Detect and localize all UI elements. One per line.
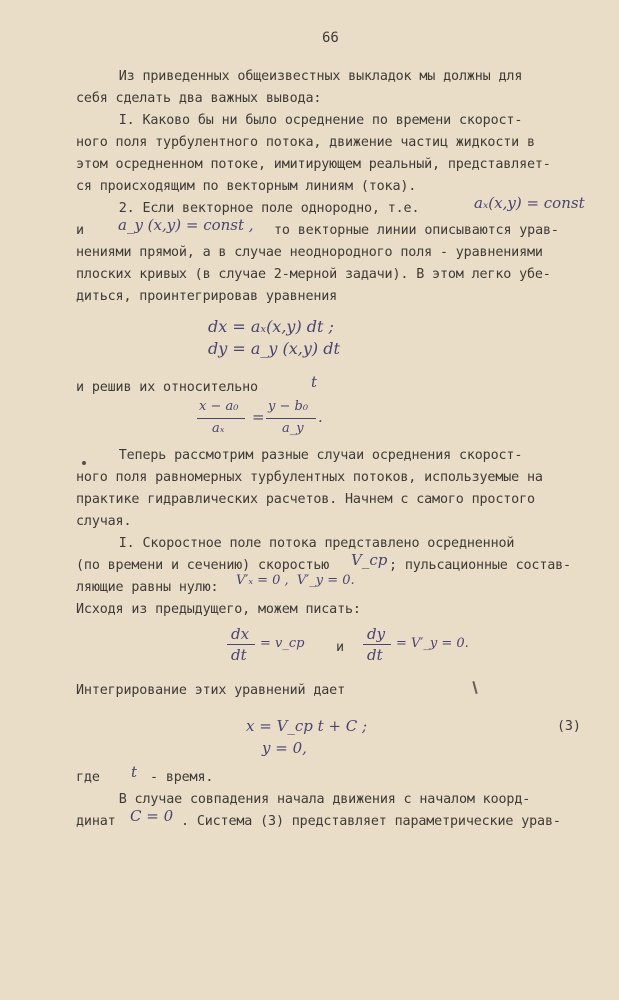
equation-dx: dx = aₓ(x,y) dt ; <box>208 317 334 336</box>
fraction-bar <box>227 644 255 645</box>
system-equation-1: x = V_ср t + C ; <box>246 717 368 735</box>
formula-c-zero: C = 0 <box>130 807 174 825</box>
text-line: 2. Если векторное поле однородно, т.е. <box>95 201 420 216</box>
text-line: нениями прямой, а в случае неоднородного поля - уравнениями <box>76 245 543 260</box>
text-line: то векторные линии описываются урав- <box>274 223 559 238</box>
text-line: этом осредненном потоке, имитирующем реальный, представляет- <box>76 157 551 172</box>
fraction-right-denominator: a_y <box>282 421 304 436</box>
text-line: ; пульсационные состав- <box>389 558 571 573</box>
formula-eq-vy: = V′_y = 0. <box>396 636 469 651</box>
text-line: I. Каково бы ни было осреднение по времени скорост- <box>95 113 523 128</box>
text-line: - время. <box>150 770 214 785</box>
equation-dy: dy = a_y (x,y) dt <box>208 339 340 358</box>
fraction-period: . <box>318 408 323 426</box>
text-line: случая. <box>76 514 132 529</box>
text-line: где <box>76 770 100 785</box>
fraction-bar <box>266 418 316 419</box>
text-line: В случае совпадения начала движения с началом коорд- <box>95 792 531 807</box>
formula-eq-vcp: = v_ср <box>260 636 305 651</box>
text-line: динат <box>76 814 116 829</box>
fraction-right-numerator: y − b₀ <box>268 399 309 414</box>
text-line: ся происходящим по векторным линиям (тока). <box>76 179 417 194</box>
text-line: Теперь рассмотрим разные случаи осреднения скорост- <box>95 448 523 463</box>
text-line: практике гидравлических расчетов. Начнем с самого простого <box>76 492 535 507</box>
formula-t-time: t <box>131 763 138 781</box>
text-line: (по времени и сечению) скоростью <box>76 558 330 573</box>
fraction-bar <box>197 418 245 419</box>
text-line: Из приведенных общеизвестных выкладок мы должны для <box>95 69 523 84</box>
formula-vcp: V_ср <box>351 551 388 569</box>
text-line: и <box>76 223 84 238</box>
fraction-equals: = <box>252 408 265 426</box>
equation-number: (3) <box>557 719 581 734</box>
text-line: Исходя из предыдущего, можем писать: <box>76 602 361 617</box>
fraction-left-denominator: aₓ <box>212 421 225 436</box>
text-line: диться, проинтегрировав уравнения <box>76 289 338 304</box>
pencil-mark <box>472 681 477 694</box>
fraction-left-numerator: x − a₀ <box>199 399 239 414</box>
text-line: ляющие равны нулю: <box>76 580 219 595</box>
dydt-denominator: dt <box>367 646 383 664</box>
dxdt-denominator: dt <box>231 646 247 664</box>
dydt-numerator: dy <box>367 625 386 643</box>
text-line: и решив их относительно <box>76 380 258 395</box>
dxdt-numerator: dx <box>231 625 250 643</box>
system-equation-2: y = 0, <box>262 739 307 757</box>
formula-ay-const: a_y (x,y) = const , <box>118 216 254 234</box>
text-line: . Система (3) представляет параметрические урав- <box>181 814 561 829</box>
text-line: плоских кривых (в случае 2-мерной задачи). В этом легко убе- <box>76 267 551 282</box>
text-line: ного поля турбулентного потока, движение частиц жидкости в <box>76 135 535 150</box>
formula-t: t <box>311 373 318 391</box>
text-line: Интегрирование этих уравнений дает <box>76 683 346 698</box>
text-line: себя сделать два важных вывода: <box>76 91 322 106</box>
text-line: ного поля равномерных турбулентных потоков, используемые на <box>76 470 543 485</box>
formula-ax-const: aₓ(x,y) = const <box>474 194 585 212</box>
text-line: и <box>336 640 344 655</box>
ink-dot <box>82 461 86 465</box>
formula-pulsation-zero: V′ₓ = 0 , V′_y = 0. <box>236 573 355 588</box>
text-line: I. Скоростное поле потока представлено осредненной <box>95 536 515 551</box>
page-number: 66 <box>322 30 339 46</box>
fraction-bar <box>363 644 391 645</box>
